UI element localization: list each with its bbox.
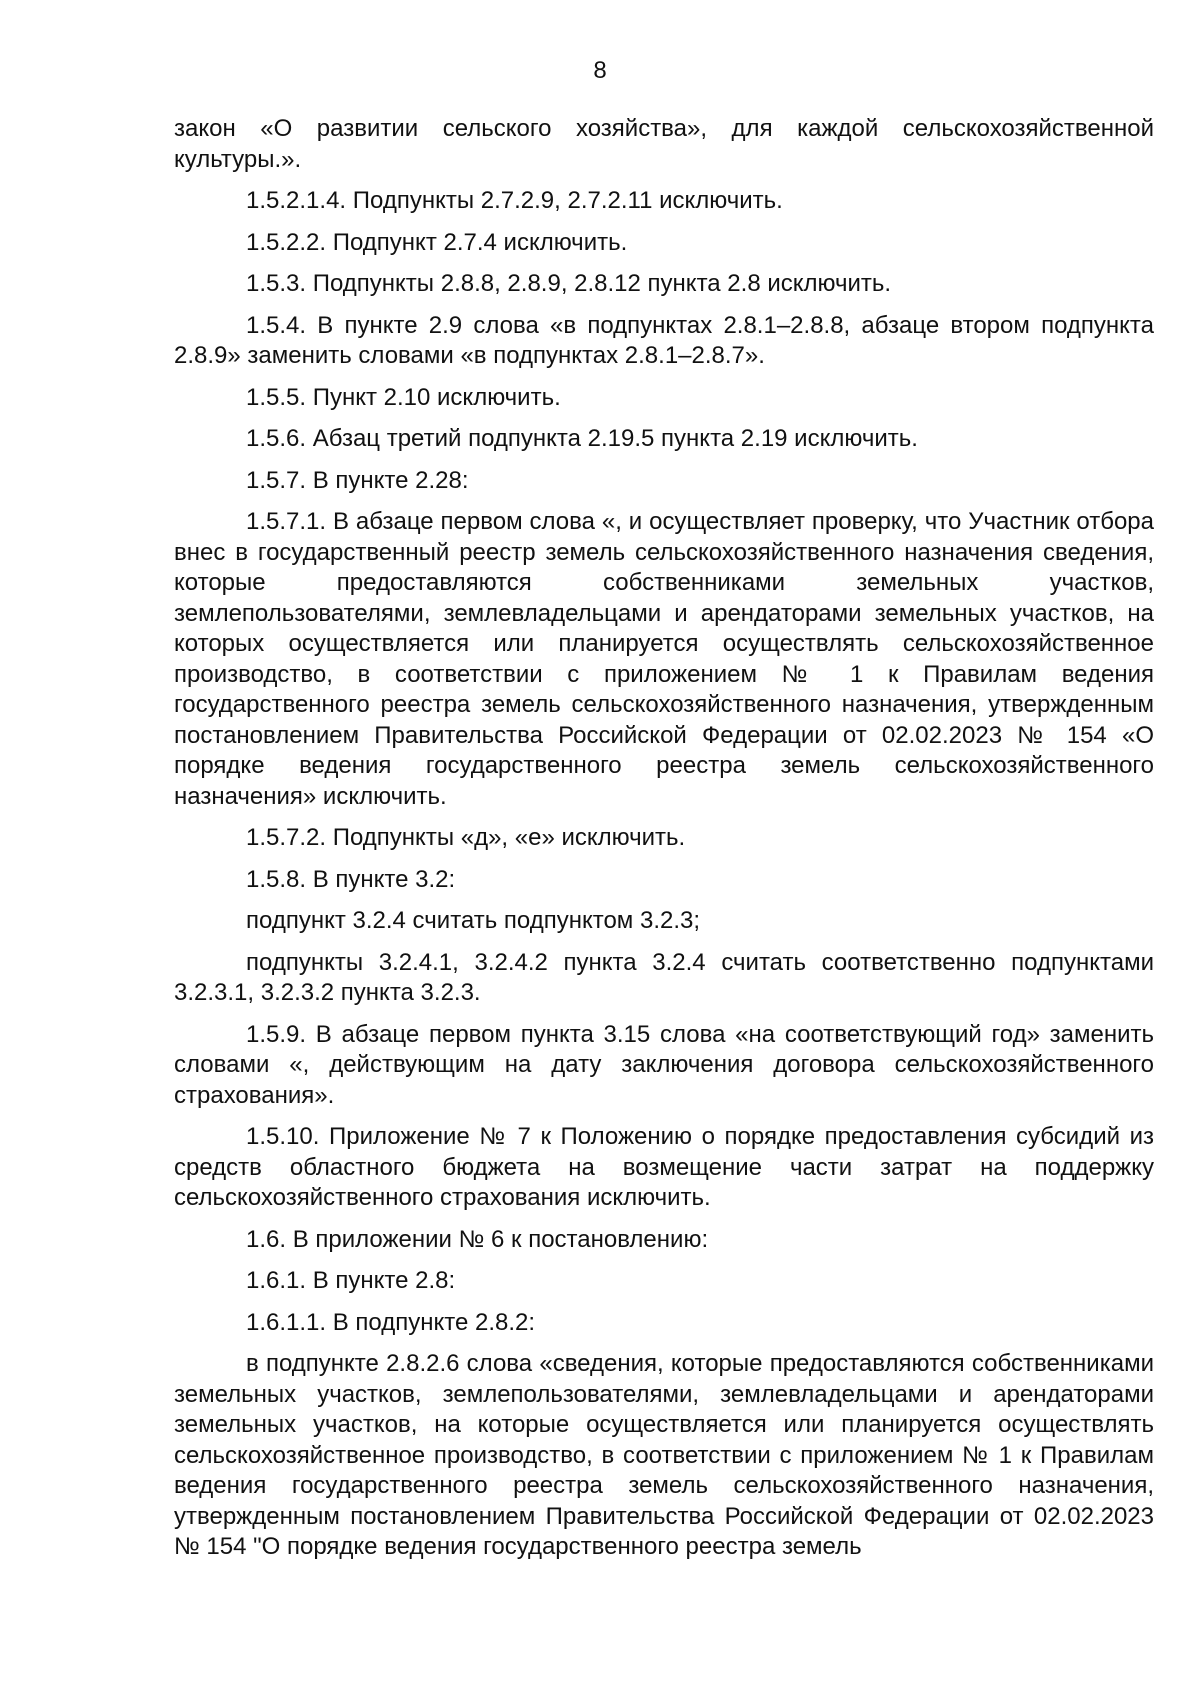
paragraph: подпункты 3.2.4.1, 3.2.4.2 пункта 3.2.4 считать соответственно подпунктами 3.2.3.1, 3.2.3.2 пункта 3.2.3. <box>174 948 1154 1006</box>
paragraph: 1.5.3. Подпункты 2.8.8, 2.8.9, 2.8.12 пункта 2.8 исключить. <box>246 270 892 297</box>
paragraph: 1.5.5. Пункт 2.10 исключить. <box>246 383 561 411</box>
document-body <box>174 114 1154 1574</box>
paragraph: 1.5.9. В абзаце первом пункта 3.15 слова «на соответствующий год» заменить словами «, действующим на дату заключения договора сельскохозяйственного страхования». <box>174 1020 1154 1109</box>
paragraph: 1.6. В приложении № 6 к постановлению: <box>246 1225 709 1253</box>
paragraph: 1.5.6. Абзац третий подпункта 2.19.5 пункта 2.19 исключить. <box>246 425 918 452</box>
paragraph: 1.6.1.1. В подпункте 2.8.2: <box>246 1308 536 1336</box>
paragraph: 1.5.7.1. В абзаце первом слова «, и осуществляет проверку, что Участник отбора внес в государственный реестр земель сельскохозяйственного назначения сведения, которые предоставляются собственниками земельных участков, землепользователями, землевладельцами и арендаторами земельных участков, на которых осуществляется или планируется осуществлять сельскохозяйственное производство, в соответствии с приложением № 1 к Правилам ведения государственного реестра земель сельскохозяйственного назначения, утвержденным постановлением Правительства Российской Федерации от 02.02.2023 № 154 «О порядке ведения государственного реестра земель сельскохозяйственного назначения» исключить. <box>174 508 1154 810</box>
paragraph: 1.5.8. В пункте 3.2: <box>246 865 456 893</box>
paragraph: подпункт 3.2.4 считать подпунктом 3.2.3; <box>246 907 701 934</box>
page-number: 8 <box>593 57 607 84</box>
paragraph-continuation: закон «О развитии сельского хозяйства», для каждой сельскохозяйственной культуры.». <box>174 115 1154 173</box>
paragraph: 1.5.7.2. Подпункты «д», «е» исключить. <box>246 824 686 851</box>
paragraph: 1.5.10. Приложение № 7 к Положению о порядке предоставления субсидий из средств областного бюджета на возмещение части затрат на поддержку сельскохозяйственного страхования исключить. <box>174 1123 1154 1211</box>
paragraph: 1.5.2.1.4. Подпункты 2.7.2.9, 2.7.2.11 исключить. <box>246 187 783 214</box>
paragraph: 1.5.7. В пункте 2.28: <box>246 466 469 494</box>
paragraph: 1.5.4. В пункте 2.9 слова «в подпунктах 2.8.1–2.8.8, абзаце втором подпункта 2.8.9» заменить словами «в подпунктах 2.8.1–2.8.7». <box>174 311 1154 369</box>
paragraph: 1.5.2.2. Подпункт 2.7.4 исключить. <box>246 228 628 256</box>
paragraph: 1.6.1. В пункте 2.8: <box>246 1267 456 1294</box>
paragraph: в подпункте 2.8.2.6 слова «сведения, которые предоставляются собственниками земельных участков, землепользователями, землевладельцами и арендаторами земельных участков, на которые осуществляется или планируется осуществлять сельскохозяйственное производство, в соответствии с приложением № 1 к Правилам ведения государственного реестра земель сельскохозяйственного назначения, утвержденным постановлением Правительства Российской Федерации от 02.02.2023 № 154 "О порядке ведения государственного реестра земель <box>174 1350 1154 1560</box>
